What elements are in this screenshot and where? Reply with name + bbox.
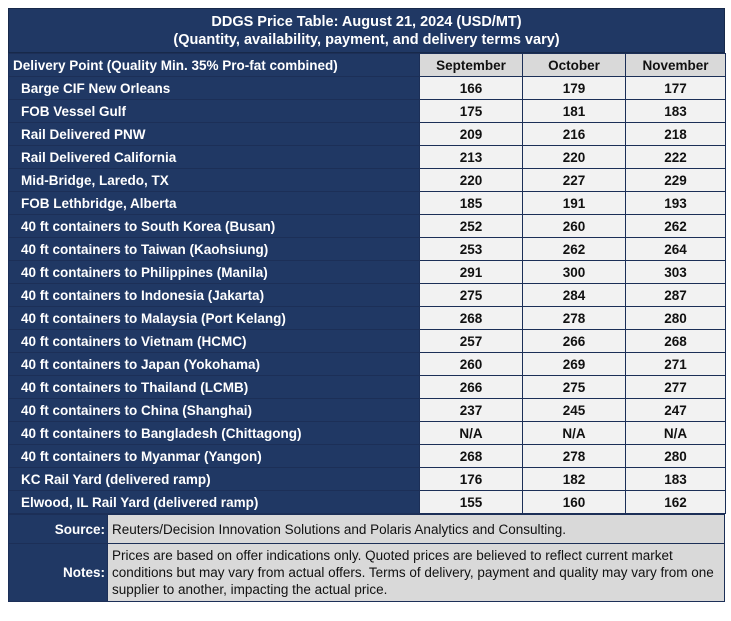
delivery-point-label: 40 ft containers to Thailand (LCMB) bbox=[9, 376, 420, 399]
price-cell: 247 bbox=[626, 399, 726, 422]
price-cell: 291 bbox=[420, 261, 523, 284]
price-cell: N/A bbox=[523, 422, 626, 445]
price-cell: 268 bbox=[420, 445, 523, 468]
column-header-november: November bbox=[626, 54, 726, 77]
delivery-point-label: 40 ft containers to Bangladesh (Chittagong) bbox=[9, 422, 420, 445]
price-cell: 177 bbox=[626, 77, 726, 100]
price-cell: 216 bbox=[523, 123, 626, 146]
table-row bbox=[9, 307, 726, 330]
price-cell: 220 bbox=[420, 169, 523, 192]
price-cell: 191 bbox=[523, 192, 626, 215]
table-row bbox=[9, 284, 726, 307]
price-cell: 257 bbox=[420, 330, 523, 353]
delivery-point-label: Elwood, IL Rail Yard (delivered ramp) bbox=[9, 491, 420, 514]
delivery-point-label: 40 ft containers to Philippines (Manila) bbox=[9, 261, 420, 284]
notes-label: Notes: bbox=[9, 544, 108, 602]
price-cell: 303 bbox=[626, 261, 726, 284]
price-cell: 183 bbox=[626, 468, 726, 491]
table-row bbox=[9, 77, 726, 100]
price-cell: 262 bbox=[523, 238, 626, 261]
price-cell: 160 bbox=[523, 491, 626, 514]
table-row bbox=[9, 491, 726, 514]
price-cell: 260 bbox=[523, 215, 626, 238]
price-cell: 227 bbox=[523, 169, 626, 192]
price-cell: 209 bbox=[420, 123, 523, 146]
table-row bbox=[9, 468, 726, 491]
row-header-label: Delivery Point (Quality Min. 35% Pro-fat combined) bbox=[9, 54, 420, 77]
price-cell: 277 bbox=[626, 376, 726, 399]
source-label: Source: bbox=[9, 515, 108, 544]
notes-text: Prices are based on offer indications only. Quoted prices are believed to reflect current market conditions but may vary from actual offers. Terms of delivery, payment and quality may vary from one supplier to another, impacting the actual price. bbox=[108, 544, 725, 602]
price-cell: 275 bbox=[420, 284, 523, 307]
price-cell: 280 bbox=[626, 445, 726, 468]
price-cell: 179 bbox=[523, 77, 626, 100]
table-row bbox=[9, 445, 726, 468]
source-text: Reuters/Decision Innovation Solutions and Polaris Analytics and Consulting. bbox=[108, 515, 725, 544]
source-row bbox=[9, 515, 725, 544]
delivery-point-label: FOB Vessel Gulf bbox=[9, 100, 420, 123]
price-cell: 193 bbox=[626, 192, 726, 215]
delivery-point-label: 40 ft containers to Myanmar (Yangon) bbox=[9, 445, 420, 468]
price-cell: 175 bbox=[420, 100, 523, 123]
delivery-point-label: 40 ft containers to Japan (Yokohama) bbox=[9, 353, 420, 376]
table-title: DDGS Price Table: August 21, 2024 (USD/MT) bbox=[211, 14, 522, 30]
price-cell: 253 bbox=[420, 238, 523, 261]
table-row bbox=[9, 146, 726, 169]
price-cell: 278 bbox=[523, 445, 626, 468]
table-row bbox=[9, 376, 726, 399]
price-cell: 166 bbox=[420, 77, 523, 100]
delivery-point-label: 40 ft containers to Malaysia (Port Kelang) bbox=[9, 307, 420, 330]
price-cell: 269 bbox=[523, 353, 626, 376]
column-header-september: September bbox=[420, 54, 523, 77]
table-row bbox=[9, 422, 726, 445]
price-cell: N/A bbox=[626, 422, 726, 445]
table-row bbox=[9, 123, 726, 146]
price-table-frame bbox=[8, 8, 725, 602]
price-cell: 284 bbox=[523, 284, 626, 307]
table-row bbox=[9, 399, 726, 422]
price-cell: 280 bbox=[626, 307, 726, 330]
price-cell: 220 bbox=[523, 146, 626, 169]
price-table bbox=[8, 53, 726, 514]
delivery-point-label: KC Rail Yard (delivered ramp) bbox=[9, 468, 420, 491]
table-row bbox=[9, 238, 726, 261]
delivery-point-label: Rail Delivered California bbox=[9, 146, 420, 169]
price-cell: 229 bbox=[626, 169, 726, 192]
notes-row bbox=[9, 544, 725, 602]
table-row bbox=[9, 353, 726, 376]
column-header-october: October bbox=[523, 54, 626, 77]
table-body bbox=[9, 77, 726, 514]
price-cell: 183 bbox=[626, 100, 726, 123]
delivery-point-label: 40 ft containers to Vietnam (HCMC) bbox=[9, 330, 420, 353]
footer-table bbox=[8, 514, 725, 602]
price-cell: 162 bbox=[626, 491, 726, 514]
table-subtitle: (Quantity, availability, payment, and delivery terms vary) bbox=[173, 32, 560, 48]
price-cell: 245 bbox=[523, 399, 626, 422]
delivery-point-label: 40 ft containers to Taiwan (Kaohsiung) bbox=[9, 238, 420, 261]
price-cell: 218 bbox=[626, 123, 726, 146]
price-cell: 181 bbox=[523, 100, 626, 123]
price-cell: 268 bbox=[626, 330, 726, 353]
delivery-point-label: 40 ft containers to South Korea (Busan) bbox=[9, 215, 420, 238]
table-row bbox=[9, 215, 726, 238]
price-cell: 222 bbox=[626, 146, 726, 169]
price-cell: N/A bbox=[420, 422, 523, 445]
price-cell: 264 bbox=[626, 238, 726, 261]
price-cell: 266 bbox=[523, 330, 626, 353]
column-header-row bbox=[9, 54, 726, 77]
delivery-point-label: FOB Lethbridge, Alberta bbox=[9, 192, 420, 215]
table-row bbox=[9, 169, 726, 192]
table-row bbox=[9, 330, 726, 353]
delivery-point-label: Mid-Bridge, Laredo, TX bbox=[9, 169, 420, 192]
price-cell: 262 bbox=[626, 215, 726, 238]
price-cell: 266 bbox=[420, 376, 523, 399]
table-row bbox=[9, 261, 726, 284]
price-cell: 252 bbox=[420, 215, 523, 238]
price-cell: 182 bbox=[523, 468, 626, 491]
price-cell: 260 bbox=[420, 353, 523, 376]
price-cell: 155 bbox=[420, 491, 523, 514]
delivery-point-label: 40 ft containers to Indonesia (Jakarta) bbox=[9, 284, 420, 307]
price-cell: 213 bbox=[420, 146, 523, 169]
price-cell: 176 bbox=[420, 468, 523, 491]
price-cell: 300 bbox=[523, 261, 626, 284]
table-row bbox=[9, 192, 726, 215]
delivery-point-label: 40 ft containers to China (Shanghai) bbox=[9, 399, 420, 422]
price-cell: 287 bbox=[626, 284, 726, 307]
price-cell: 271 bbox=[626, 353, 726, 376]
price-cell: 185 bbox=[420, 192, 523, 215]
delivery-point-label: Rail Delivered PNW bbox=[9, 123, 420, 146]
price-cell: 275 bbox=[523, 376, 626, 399]
price-cell: 237 bbox=[420, 399, 523, 422]
price-cell: 268 bbox=[420, 307, 523, 330]
table-row bbox=[9, 100, 726, 123]
table-title-block bbox=[8, 8, 725, 53]
price-cell: 278 bbox=[523, 307, 626, 330]
delivery-point-label: Barge CIF New Orleans bbox=[9, 77, 420, 100]
